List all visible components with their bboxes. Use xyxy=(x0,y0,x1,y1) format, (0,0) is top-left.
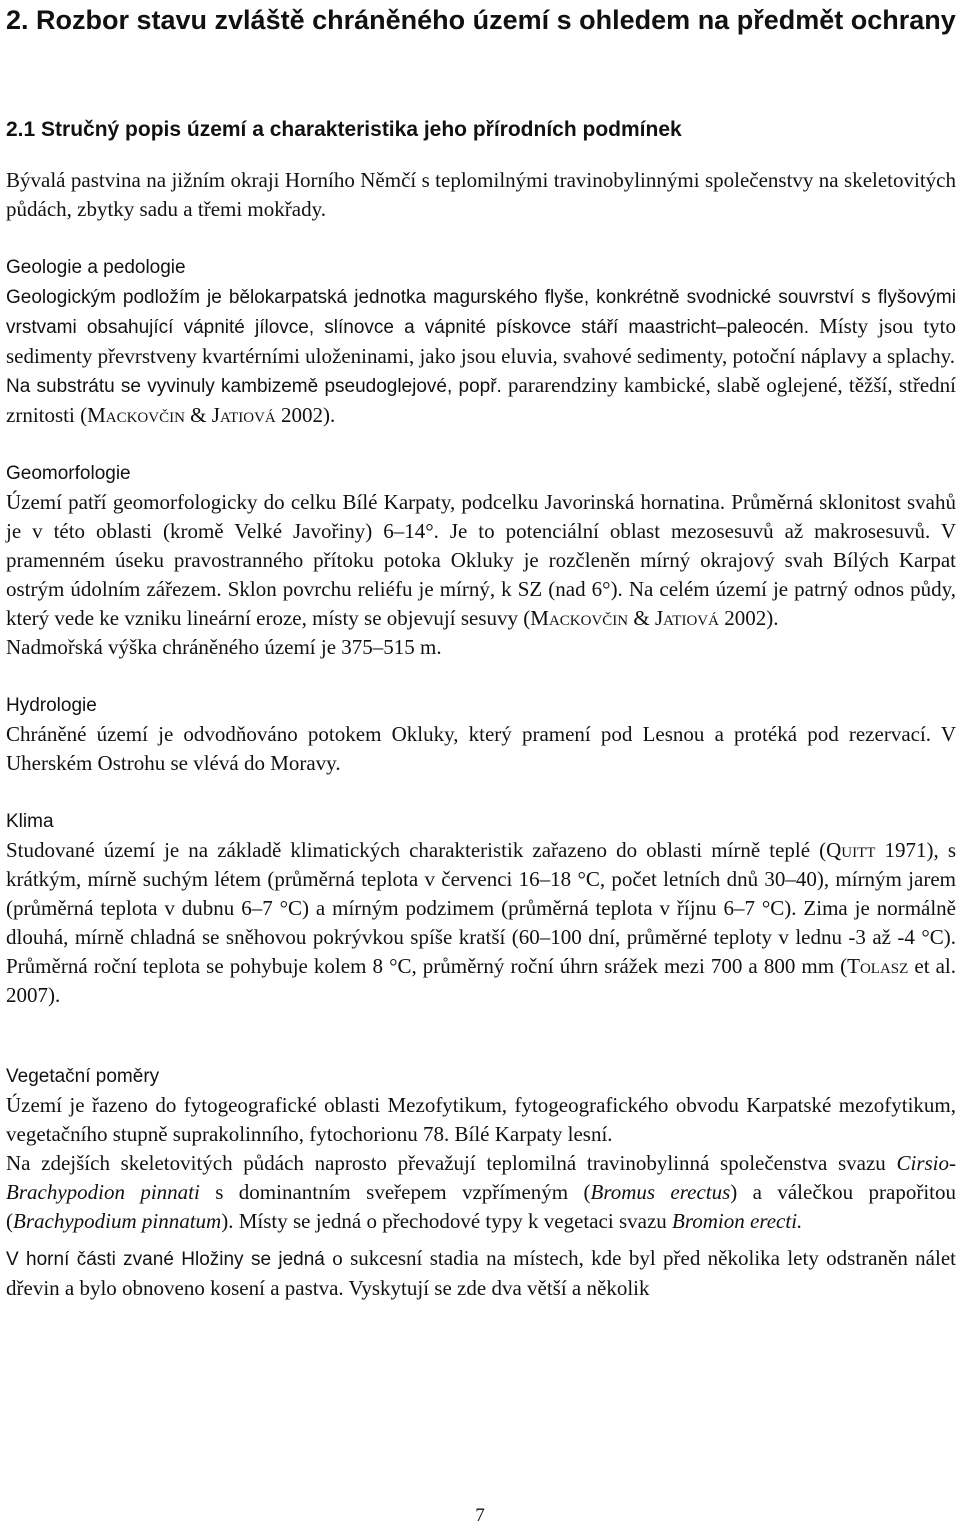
taxon-name: Cirsio-Brachypodion pinnati xyxy=(6,1151,956,1204)
hydrologie-paragraph: Chráněné území je odvodňováno potokem Okluky, který pramení pod Lesnou a protéká pod rezervací. V Uherském Ostrohu se vlévá do Moravy. xyxy=(6,722,956,775)
vegetace-text-2c: ) a válečkou prapořitou ( xyxy=(6,1180,957,1233)
klima-text-3: Zima je normálně dlouhá, mírně chladná se sněhovou pokrývkou spíše kratší (60–100 dní, průměrné teploty v lednu -3 až -4 °C). Průměrná roční teplota se pohybuje kolem 8 °C, průměrný roční úhrn srážek mezi 700 a 800 mm ( xyxy=(6,896,956,978)
citation-author: Quitt xyxy=(826,838,876,862)
vegetace-text-2d: ). Místy se jedná o přechodové typy k vegetaci svazu xyxy=(221,1209,673,1233)
vegetace-paragraph-1: Území je řazeno do fytogeografické oblasti Mezofytikum, fytogeografického obvodu Karpatské mezofytikum, vegetačního stupně suprakolinního, fytochorionu 78. Bílé Karpaty lesní. xyxy=(6,1093,956,1146)
citation-author: Mackovčin xyxy=(87,403,185,427)
geomorfologie-s2a: Průměrná sklonitost svahů je v této oblasti (kromě Velké Javořiny) 6–14°. xyxy=(6,490,956,543)
vegetace-paragraph-2 xyxy=(6,1149,956,1236)
citation-year: 2002). xyxy=(275,403,336,427)
geomorfologie-s2b: Je to potenciální oblast mezosesuvů až makrosesuvů. xyxy=(449,519,931,543)
spacer xyxy=(6,778,956,807)
spacer xyxy=(6,1236,956,1244)
intro-paragraph: Bývalá pastvina na jižním okraji Horního Němčí s teplomilnými travinobylinnými společenstvy na skeletovitých půdách, zbytky sadu a třemi mokřady. xyxy=(6,168,956,221)
citation-author: Mackovčin xyxy=(530,606,629,630)
citation-amp: & xyxy=(628,606,655,630)
geologie-text-2a: Na substrátu se vyvinuly kambizemě pseudoglejové, popř. xyxy=(6,376,502,397)
geologie-title: Geologie a pedologie xyxy=(6,257,186,278)
taxon-name: Bromus erectus xyxy=(590,1180,731,1204)
vegetace-title: Vegetační poměry xyxy=(6,1066,160,1087)
vegetace-text-2b: s dominantním sveřepem vzpřímeným ( xyxy=(199,1180,591,1204)
hydrologie-title: Hydrologie xyxy=(6,695,97,716)
citation-year: 2002). xyxy=(718,606,779,630)
klima-title: Klima xyxy=(6,811,54,832)
chapter-heading: 2. Rozbor stavu zvláště chráněného území s ohledem na předmět ochrany xyxy=(6,5,956,35)
vegetace-text-3b: o sukcesní stadia na místech, kde byl před několika lety odstraněn nálet dřevin a bylo obnoveno kosení a pastva. Vyskytují se zde dva větší a několik xyxy=(6,1246,956,1300)
klima-text-4: et al. 2007). xyxy=(6,954,956,1007)
citation-author: Jatiová xyxy=(654,606,719,630)
citation-author: Jatiová xyxy=(211,403,276,427)
geomorfologie-s4: Na celém území je patrný odnos půdy, který vede ke vzniku lineární eroze, místy se objevují sesuvy ( xyxy=(6,577,957,630)
page-number: 7 xyxy=(475,1505,485,1526)
geomorfologie-elevation: Nadmořská výška chráněného území je 375–515 m. xyxy=(6,635,442,659)
geomorfologie-title: Geomorfologie xyxy=(6,463,131,484)
klima-text-1: Studované území je na základě klimatických charakteristik zařazeno do oblasti mírně teplé ( xyxy=(6,838,827,862)
vegetace-text-3a: V horní části zvané Hložiny se jedná xyxy=(6,1249,325,1270)
citation-amp: & xyxy=(184,403,212,427)
geologie-text-2b: pararendziny kambické, slabě oglejené, těžší, střední zrnitosti ( xyxy=(6,373,957,427)
vegetace-paragraph-3 xyxy=(6,1244,956,1303)
taxon-name: Bromion erecti. xyxy=(672,1209,803,1233)
section-heading: 2.1 Stručný popis území a charakteristika jeho přírodních podmínek xyxy=(6,118,682,141)
citation-author: Tolasz xyxy=(847,954,909,978)
body-text xyxy=(6,166,956,1303)
geologie-paragraph-2 xyxy=(6,371,956,430)
spacer xyxy=(6,1010,956,1062)
geologie-paragraph-1 xyxy=(6,282,956,371)
geomorfologie-s1: Území patří geomorfologicky do celku Bílé Karpaty, podcelku Javorinská hornatina. xyxy=(6,490,726,514)
vegetace-text-2a: Na zdejších skeletovitých půdách naprosto převažují teplomilná travinobylinná společenstva svazu xyxy=(6,1151,897,1175)
geomorfologie-s3a: V pramenném úseku pravostranného přítoku potoka Okluky je rozčleněn mírný okrajový svah Bílých Karpat ostrým údolním zářezem. xyxy=(6,519,957,601)
klima-text-2: 1971), s krátkým, mírně suchým létem (průměrná teplota v červenci 16–18 °C, počet letních dnů 30–40), mírným jarem (průměrná teplota v dubnu 6–7 °C) a mírným podzimem (průměrná teplota v říjnu 6–7 °C). xyxy=(6,838,956,920)
spacer xyxy=(6,430,956,459)
spacer xyxy=(6,224,956,253)
geomorfologie-paragraph xyxy=(6,488,956,633)
geologie-text-1: Geologickým podložím je bělokarpatská jednotka magurského flyše, konkrétně svodnické souvrství s flyšovými vrstvami obsahující vápnité jílovce, slínovce a vápnité pískovce stáří maastricht–paleocén. xyxy=(6,287,956,338)
taxon-name: Brachypodium pinnatum xyxy=(13,1209,222,1233)
klima-paragraph xyxy=(6,836,956,1010)
geologie-text-1b: Místy jsou tyto sedimenty převrstveny kvartérními uloženinami, jako jsou eluvia, svahové sedimenty, potoční náplavy a splachy. xyxy=(6,314,956,368)
spacer xyxy=(6,662,956,691)
geomorfologie-s3b: Sklon povrchu reliéfu je mírný, k SZ (nad 6°). xyxy=(227,577,623,601)
